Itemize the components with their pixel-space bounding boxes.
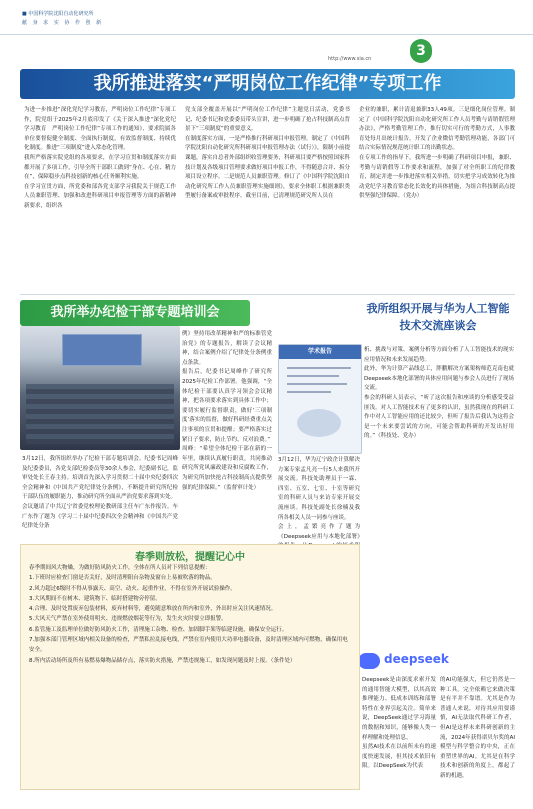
- article2-caption: 3月12日，我所组织举办了纪检干部专题培训会。纪委书记周峰及纪委委员，各党支部纪检委员等30余人参会，纪委副书记，监审处处长王春主持。培训首先深入学习贯彻二十届中央纪委四次全会精神和《中国共产党纪律处分条例》，不断提升研究所纪检干部队伍的履职能力，推动研究所全面从严治党要求落到实处。 会议邀请了中共辽宁省委党校理论教研部主任车广东作报告。车广东作了题为《学习二十届中纪委四次全会精神和《中国共产党纪律处分条: [22, 456, 178, 530]
- notice-body: [29, 563, 353, 666]
- academic-report-poster: [278, 344, 362, 454]
- article1-col3: 企业的兼职，累计清退兼职33人49项。三是细化岗位管理。制定了《中国科学院沈阳自动化研究所工作人员考勤与请销假管理办法》，严格考勤管理工作，推行切实可行的考勤方式，人事教育处每月出统计报告，开发了企业微信考勤管理功能，各部门可结合实际情况规范统计职工的出勤状态。 在专项工作的指导下，我所进一步明确了科研项目申报，兼职、考勤与请销假等工作要求和流程，加强了对全所职工的纪律教育，制定并进一步推进落实相关举措，切实把学习成效转化为推动党纪学习教育常态化长效化的具体措施，为组合科技制高点提供坚强纪律保障。（党办）: [359, 107, 515, 200]
- article3-title-line2: 技术交流座谈会: [399, 319, 477, 332]
- poster-line: [287, 391, 331, 393]
- deepseek-text-left: Deepseek是由深度求索开发的通用智能大模型，以其高效推理能力、低成本训练和部署特性在业界引起关注。简单来说，DeepSeek通过学习海量的数据和知识，能够像人类一样理解和处理信息。 虽然AI技术在以前所未有的速度快速发展，但其技术依旧有限。以DeepSeek为代表: [362, 677, 436, 770]
- audience-rows: [26, 384, 174, 444]
- notice-line: 春季期间风大物燥，为做好防风防火工作，全体在所人员对下列信息提醒：: [29, 565, 211, 571]
- article3-title-line1: 我所组织开展与华为人工智能: [366, 302, 510, 315]
- deepseek-logo-text: deepseek: [384, 652, 449, 666]
- training-meeting-photo: [20, 326, 180, 450]
- notice-line: 6.监管施工及监理单位做好防风防火工作，清理施工杂物、检查、加固脚手架等临建设施，确保安全运行。: [29, 626, 288, 633]
- article1-col2: 党支部全覆盖开展以“严明岗位工作纪律”主题党日活动，党委书记、纪委书记和党委委员带头宣讲，进一步明确了抢占科技制高点背景下“三项制度”的重要意义。 在制度落实方面，一是严格推行科研项目申报管理。制定了《中国科学院沈阳自动化研究所科研项目申报管理办法（试行）》，限制小前提课题，落实自总者外部组织收管理要务，科研项目要严格按照国家科技计划及各级项目管理要求做好项目申报工作，不得随意合并、拆分项目设立程序。二是规范人员兼职管理。修订了《中国科学院沈阳自动化研究所工作人员兼职管理实施细则》，要求全体职工根据兼职类型履行备案或审批程序。截至目前，已清理规范研究所人员在: [185, 107, 350, 200]
- fire-safety-notice: [20, 544, 360, 790]
- projection-screen: [62, 334, 142, 366]
- deepseek-text-right: 的AI功能强大，但它仍然是一种工具。完全依赖它来做决策是有平并不靠谱。尤其是作为普通人来说，对待其应用要谨慎，AI无法取代科研工作者，但AI是这样未来科研创新的主流，2024年获得诺贝尔奖的AI模型与科学整合的中央，正在重塑世界的AI。尤其是在科学技术和创新的角度上，都起了新的机遇。: [440, 677, 515, 779]
- article3-right-col: 析、挑战与对策、案例分析等方面分析了人工智能技术的现实应用情况和未来发展趋势。 此外，华为计算产品线总工，胖鹏解决方案架构师范克南也就Deepseek本地化部署的具体应用问题与参会人员进行了现场交流。 参会的科研人员表示，“听了这次报告和座谈的分析感受受益匪浅。对人工智能技术有了更多的认识，虽然我现在的科研工作中对人工智能应用的还比较少，但听了报告后我认为这将会是一个未来要尝试的方向，可能会帮助科研的开发出好用的。”（科技处、党办）: [364, 347, 514, 440]
- page-header: [0, 0, 533, 35]
- article3-caption: 3月12日，华为辽宁政企计算解决方案专家孟凡亮一行5人来我所开展交流。科技处助理员于一霖、四室、五室、七室、十室等研究室的科研人员与来访专家开展交流座谈。科技处副处长徐楠及我所各相关人员一同参与座谈。 会上，孟繁亮作了题为《Deepseek应用与本地化部署》: [278, 457, 360, 540]
- poster-line: [287, 383, 347, 385]
- article2-title: 我所举办纪检干部专题培训会: [20, 300, 250, 326]
- header-org: ■ 中国科学院沈阳自动化研究所: [22, 11, 94, 17]
- notice-line: 8.所内活动场所及所有易燃易爆物品储存点，落实防火措施，严禁违规施工，如发现问题及时上报。（条件处）: [29, 657, 296, 664]
- notice-line: 3.大风期间不在树木、建筑物下、临时搭建物旁停留。: [29, 595, 161, 602]
- article1-title: 我所推进落实“严明岗位工作纪律”专项工作: [20, 69, 515, 99]
- notice-title: 春季则放松，提醒记心中: [135, 552, 245, 563]
- whale-icon: [358, 653, 380, 669]
- poster-line: [287, 367, 351, 369]
- header-url[interactable]: http://www.sia.cn: [328, 56, 372, 62]
- poster-line: [287, 375, 339, 377]
- article2-right-col: 例》坚持用改革精神和严的标准管党治党》的专题报告，解读了会议精神，结合案例介绍了纪律处分条例重点条款。 报告后，纪委书记周峰作了研究所2025年纪检工作部署。他强调，“全体纪检干部要认真学习领会会议精神，把各项要求落实到具体工作中；要切实履行监督职责，做好‘三项制度’落实的监督，做好科研经费重点关注事项的宣贯和提醒；要严格落实过紧日子要求，防止节约、反对浪费。” 周峰：“希望全体纪检干部在新的一年里，继续认真履行职责，共同推动研究所党风廉政建设和反腐败工作，为研究所加快抢占科技制高点提供坚强的纪律保障。”（监督审计处）: [182, 331, 272, 491]
- section-divider: [20, 294, 515, 295]
- notice-line: 5.大风天气严禁在室外使用明火、违规燃放烟花等行为，发生火灾时要立即报警。: [29, 616, 227, 623]
- notice-line: 4.合理、及时处置废弃包装材料，废弃材料等，避免随意堆放在所内和室外，外出时应关注风速情况。: [29, 606, 277, 613]
- deepseek-logo: [358, 649, 506, 673]
- article3-title: [363, 300, 513, 344]
- notice-line: 1.下班时应检查门窗是否关好，及时清理阳台杂物及窗台上易被吹落的物品。: [29, 575, 216, 582]
- article1-col1: 为进一步推进“深化党纪学习教育，严明岗位工作纪律”专项工作，院党组于2025年2月底印发了《关于深入推进“深化党纪学习教育 严明岗位工作纪律”专项工作的通知》，要求院属各单位要督促健全制度、全面执行制度，有效监督制度、持续优化制度。推进“三项制度”进入常态化管理。 我所严格落实院党组的各项要求，在学习宣贯和制度落实方面都开展了多项工作，引导全所干部职工做到“身在、心在、精力在”，保障稳步点科技创新的核心任务顺利实施。 在学习宣贯方面，所党委和部各党支部学习我院关于规范工作人员兼职管理、加强和改进科研项目申报管理等方面的新精神新要求，组织各: [24, 107, 176, 209]
- header-motto: 献 身 求 实 协 作 创 新: [22, 20, 104, 26]
- poster-seal: [297, 409, 341, 437]
- poster-header: [279, 345, 361, 359]
- notice-line: 7.加强本部门管理区域内相关设备的检查，严禁私拉乱接电线，严禁在室内使用大功率电器设备，及时清理区域内可燃物，确保用电安全。: [29, 637, 348, 654]
- page-number: 3: [410, 39, 432, 63]
- notice-line: 2.风力超过6级时不得从事露天、高空、动火、起重作业，不得在室外开展试验操作。: [29, 585, 236, 592]
- poster-title: 学术报告: [307, 348, 332, 355]
